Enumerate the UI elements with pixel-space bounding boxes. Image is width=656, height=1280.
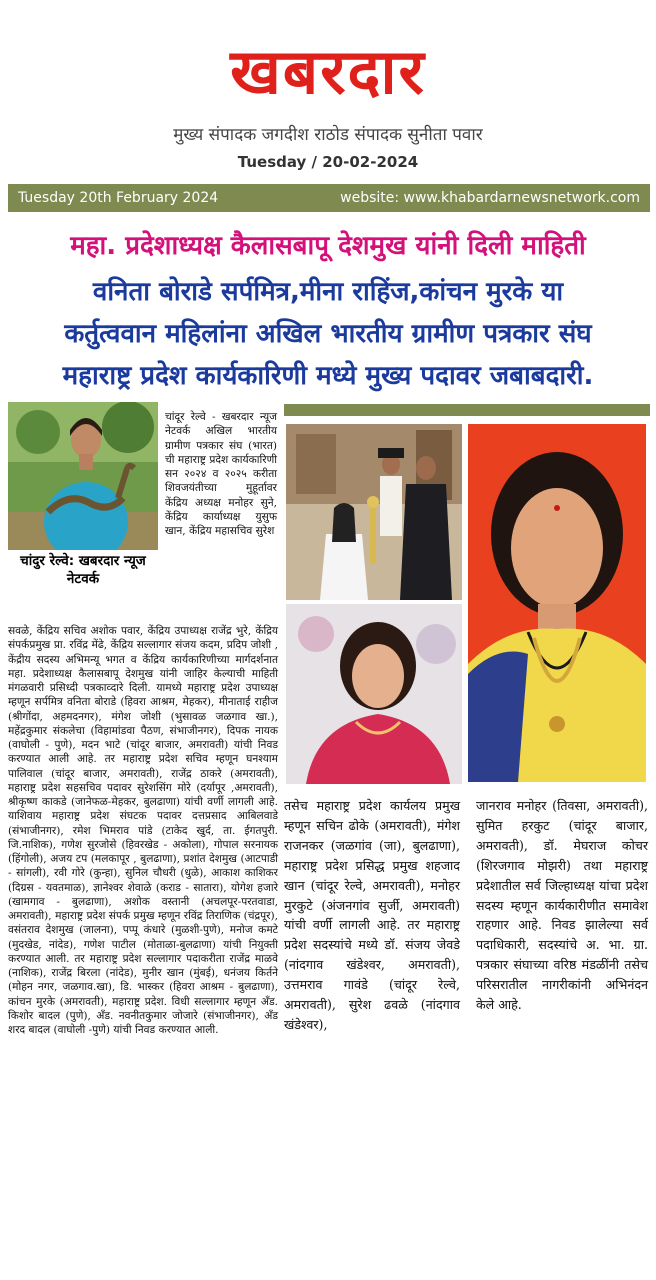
- masthead: [0, 0, 656, 180]
- article-column-right: जानराव मनोहर (तिवसा, अमरावती), सुमित हरकुट (चांदूर बाजार, अमरावती), डॉ. मेघराज कोचर (शिरजगाव मोझरी) तथा महाराष्ट्र प्रदेशातील सर्व जिल्हाध्यक्ष यांचा प्रदेश सदस्य म्हणून कार्यकारीणीत समावेश राहणार आहे. निवड झालेल्या सर्व पदाधिकारी, सदस्यांचे अ. भा. ग्रा. पत्रकार संघाच्या वरिष्ठ मंडळींनी तसेच परिसरातील नागरीकांनी अभिनंदन केले आहे.: [476, 798, 648, 1013]
- section-divider: [284, 404, 650, 416]
- date-bar: [8, 184, 650, 212]
- website-link[interactable]: website: www.khabardarnewsnetwork.com: [340, 190, 640, 206]
- headline-line-2: वनिता बोराडे सर्पमित्र,मीना राहिंज,कांचन मुरके या: [92, 277, 564, 307]
- photo-caption: चांदुर रेल्वे: खबरदार न्यूज नेटवर्क: [20, 553, 146, 587]
- headline-kicker: महा. प्रदेशाध्यक्ष कैलासबापू देशमुख यांनी दिली माहिती: [70, 231, 586, 261]
- headline-line-4: महाराष्ट्र प्रदेश कार्यकारिणी मध्ये मुख्य पदावर जबाबदारी.: [62, 361, 594, 391]
- article-column-left: सवळे, केंद्रिय सचिव अशोक पवार, केंद्रिय उपाध्यक्ष राजेंद्र भुरे, केंद्रिय संपर्कप्रमुख प्रा. रविंद्र मेंढे, केंद्रिय सल्लागार संजय कदम, प्रदिप जोशी , केंद्रीय सदस्य अभिमन्यू भगत व केंद्रिय कार्यकारिणीच्या मार्गदर्शनात महा. प्रदेशाध्यक्ष कैलासबापू देशमुख यांनी जाहिर केल्याची माहिती मंगळवारी प्रसिध्दी पत्रकाव्दारे दिली. यामध्ये महाराष्ट्र प्रदेश उपाध्यक्ष म्हणून सर्पमित्र वनिता बोराडे (हिवरा आश्रम, मेहकर), मीनाताई राहीज (श्रीगोंदा, अहमदनगर), मंगेश जोशी (भुसावळ जळगाव खा.), महेंद्रकुमार संकलेचा (विहामांडवा पैठण, संभाजीनगर), दिपक नायक (वाघोली - पुणे), मदन भाटे (चांदूर बाजार, अमरावती) यांची निवड करण्यात आली आहे. तर महाराष्ट्र प्रदेश सचिव म्हणून घनश्याम पालिवाल (चांदूर बाजार, अमरावती), राजेंद्र ठाकरे (अमरावती), महाराष्ट्र प्रदेश सहसचिव पदावर सुरेशसिंग मोरे (दर्यापूर ,अमरावती), श्रीकृष्ण काकडे (जानेफळ-मेहकर, बुलढाणा) यांची वर्णी लागली आहे. याशिवाय महाराष्ट्र प्रदेश संघटक पदावर दत्तप्रसाद आबिलवाडे (संभाजीनगर), रमेश भिमराव पांडे (टाकेद खुर्द, ता. ईगतपुरी. जि.नाशिक), गणेश सुरजोसे (हिवरखेड - अकोला), गोपाल सरनायक (हिंगोली), अजय टप (मलकापूर , बुलढाणा), प्रशांत देशमुख (आटपाडी - सांगली), रवी गोरे (कुन्हा), सुनिल चौधरी (धुळे), आकाश काशिकर (दिग्रस - यवतमाळ), ज्ञानेश्वर शेवाळे (कराड - सातारा), योगेश हजारे (खामगाव - बुलढाणा), अशोक वस्तानी (अचलपूर-परतवाडा, अमरावती), महाराष्ट्र प्रदेश संपर्क प्रमुख म्हणून रविंद्र तिराणिक (चंद्रपूर), वसंतराव देशमुख (जालना), पप्पू कंधारे (मुळशी-पुणे), मनोज कमटे (मुदखेड, नांदेड), गणेश पाटील (मोताळा-बुलढाणा) यांची नियुक्ती करण्यात आली. तर महाराष्ट्र प्रदेश सल्लागार पदाकरीता राजेंद्र माळवे (नाशिक), राजेंद्र बिरला (नांदेड), मुनीर खान (मुंबई), धनंजय किर्तने (मोहन नगर, जळगाव.खा), डि. भास्कर (हिवरा आश्रम - बुलढाणा), कांचन मुरके (अमरावती), महाराष्ट्र प्रदेश. विधी सल्लागार म्हणून अँड. किशोर बादल (पुणे), अँड. नवनीतकुमार जोजारे (संभाजीनगर), अँड शरद बादल (वाघोली -पुणे) यांची निवड करण्यात आली.: [8, 625, 278, 1036]
- issue-date: Tuesday / 20-02-2024: [237, 153, 419, 171]
- photo-award-ceremony: [286, 424, 462, 600]
- datebar-date: Tuesday 20th February 2024: [18, 190, 219, 206]
- photo-portrait-middle: [286, 604, 462, 784]
- editors-line: मुख्य संपादक जगदीश राठोड संपादक सुनीता पवार: [173, 125, 483, 145]
- article-intro: चांदूर रेल्वे - खबरदार न्यूज नेटवर्क अखिल भारतीय ग्रामीण पत्रकार संघ (भारत) ची महाराष्ट्र प्रदेश कार्यकारिणी सन २०२४ व २०२५ करीता शिवजयंतीच्या मुहूर्तावर केंद्रिय अध्यक्ष मनोहर सुने, केंद्रिय कार्याध्यक्ष युसुफ खान, केंद्रिय महासचिव सुरेश: [165, 411, 277, 537]
- photo-portrait-right: [468, 424, 646, 782]
- newspaper-title: खबरदार: [230, 35, 426, 108]
- article-column-middle: तसेच महाराष्ट्र प्रदेश कार्यलय प्रमुख म्हणून सचिन ढोके (अमरावती), मंगेश राजनकर (जळगांव (जा), बुलढाणा), महाराष्ट्र प्रदेश प्रसिद्ध प्रमुख शहजाद खान (चांदूर रेल्वे, अमरावती), मनोहर मुरकुटे (अंजनगांव सुर्जी, अमरावती) यांची वर्णी लागली आहे. तर महाराष्ट्र प्रदेश सदस्यांचे मध्ये डॉ. संजय जेवडे (नांदगाव खंडेश्वर, अमरावती), उत्तमराव गावंडे (चांदूर रेल्वे, अमरावती), सुरेश ढवळे (नांदगाव खंडेश्वर),: [284, 798, 460, 1032]
- photo-snake-rescuer: [8, 402, 158, 550]
- headline-line-3: कर्तुत्ववान महिलांना अखिल भारतीय ग्रामीण पत्रकार संघ: [64, 319, 592, 349]
